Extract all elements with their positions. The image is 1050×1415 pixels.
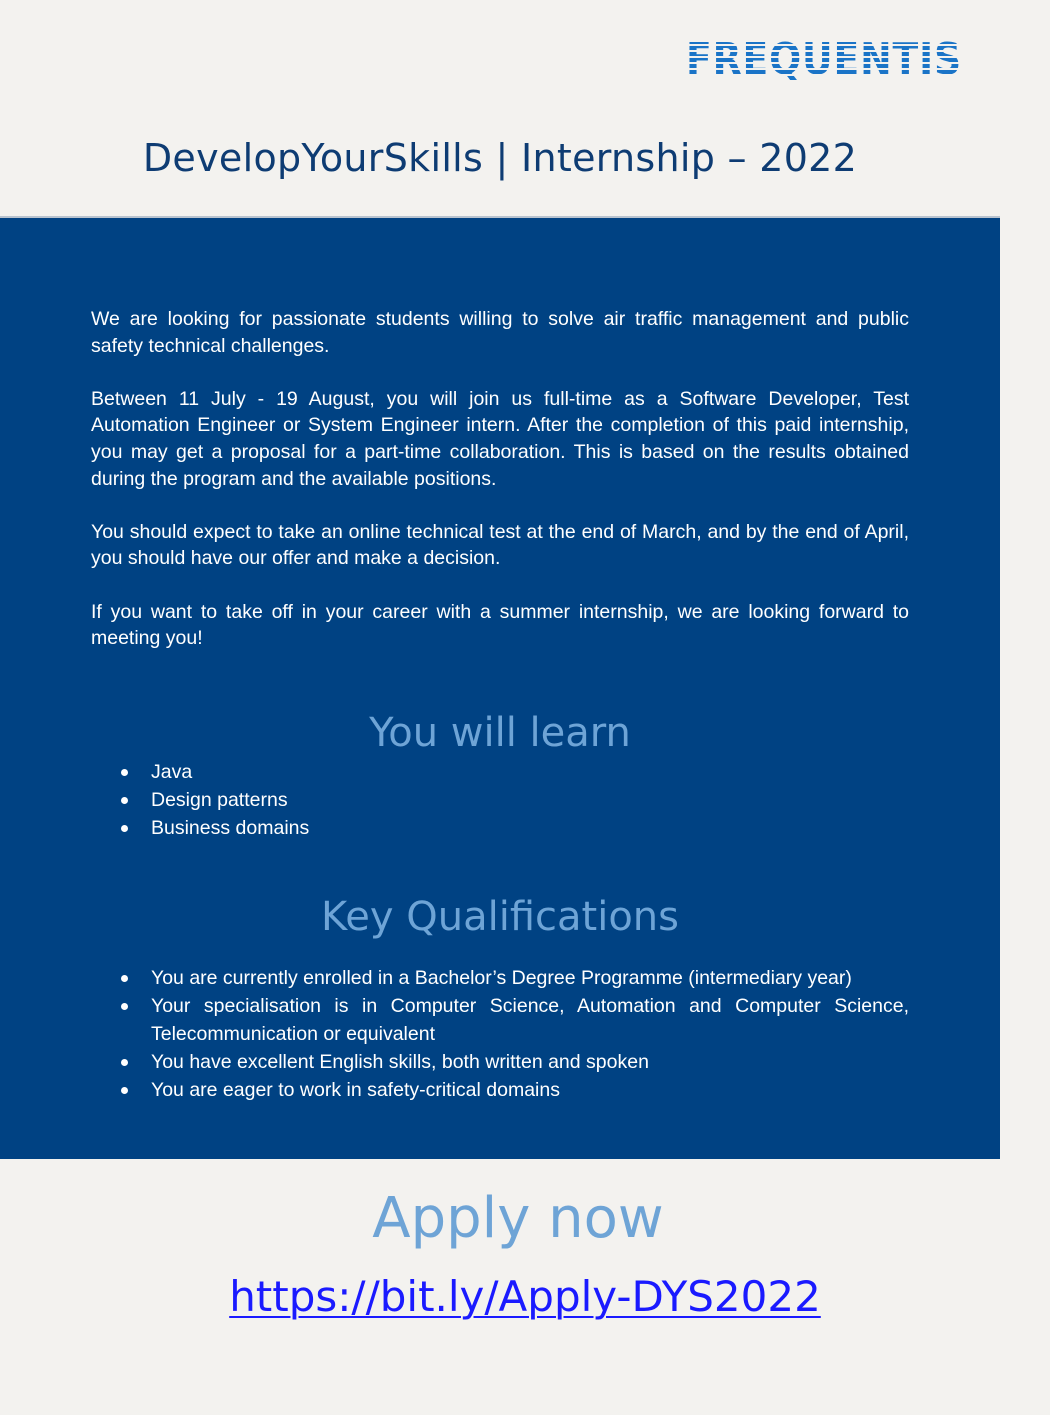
list-item-text: You are eager to work in safety-critical domains <box>151 1079 560 1101</box>
qualifications-list <box>91 964 909 1104</box>
list-item <box>91 964 909 992</box>
list-item <box>91 814 909 842</box>
intro-paragraph: We are looking for passionate students willing to solve air traffic management and public safety technical challenges. <box>91 308 909 357</box>
bullet-icon <box>121 769 128 776</box>
list-item <box>91 758 909 786</box>
bullet-icon <box>121 825 128 832</box>
learn-list <box>91 758 909 842</box>
page-header <box>0 0 1000 217</box>
bullet-icon <box>121 797 128 804</box>
qualifications-heading: Key Qualifications <box>321 894 679 940</box>
list-item-text: Java <box>151 761 193 783</box>
apply-heading: Apply now <box>372 1186 664 1251</box>
apply-link[interactable]: https://bit.ly/Apply-DYS2022 <box>229 1272 821 1321</box>
bullet-icon <box>121 1087 128 1094</box>
intro-paragraph: You should expect to take an online technical test at the end of March, and by the end of April, you should have our offer and make a decision. <box>91 520 909 570</box>
bullet-icon <box>121 1059 128 1066</box>
learn-heading: You will learn <box>369 710 631 756</box>
frequentis-logo <box>684 34 964 85</box>
list-item <box>91 786 909 814</box>
bullet-icon <box>121 975 128 982</box>
intro-paragraph: Between 11 July - 19 August, you will join us full-time as a Software Developer, Test Automation Engineer or System Engineer intern. After the completion of this paid internship, you may get a proposal for a part-time collaboration. This is based on the results obtained during the program and the available positions. <box>91 387 909 490</box>
list-item-text: Design patterns <box>151 789 288 811</box>
list-item-text: Your specialisation is in Computer Science, Automation and Computer Science, Telecommunication or equivalent <box>151 995 909 1045</box>
page-title: DevelopYourSkills | Internship – 2022 <box>142 136 858 180</box>
bullet-icon <box>121 1003 128 1010</box>
list-item-text: You are currently enrolled in a Bachelor’s Degree Programme (intermediary year) <box>151 967 852 989</box>
list-item-text: You have excellent English skills, both written and spoken <box>151 1051 649 1073</box>
list-item <box>91 1048 909 1076</box>
list-item-text: Business domains <box>151 817 310 839</box>
list-item <box>91 1076 909 1104</box>
intro-paragraph: If you want to take off in your career with a summer internship, we are looking forward to meeting you! <box>91 600 909 650</box>
list-item <box>91 992 909 1048</box>
intro-text <box>91 306 909 678</box>
logo-text: FREQUENTIS <box>686 34 962 85</box>
